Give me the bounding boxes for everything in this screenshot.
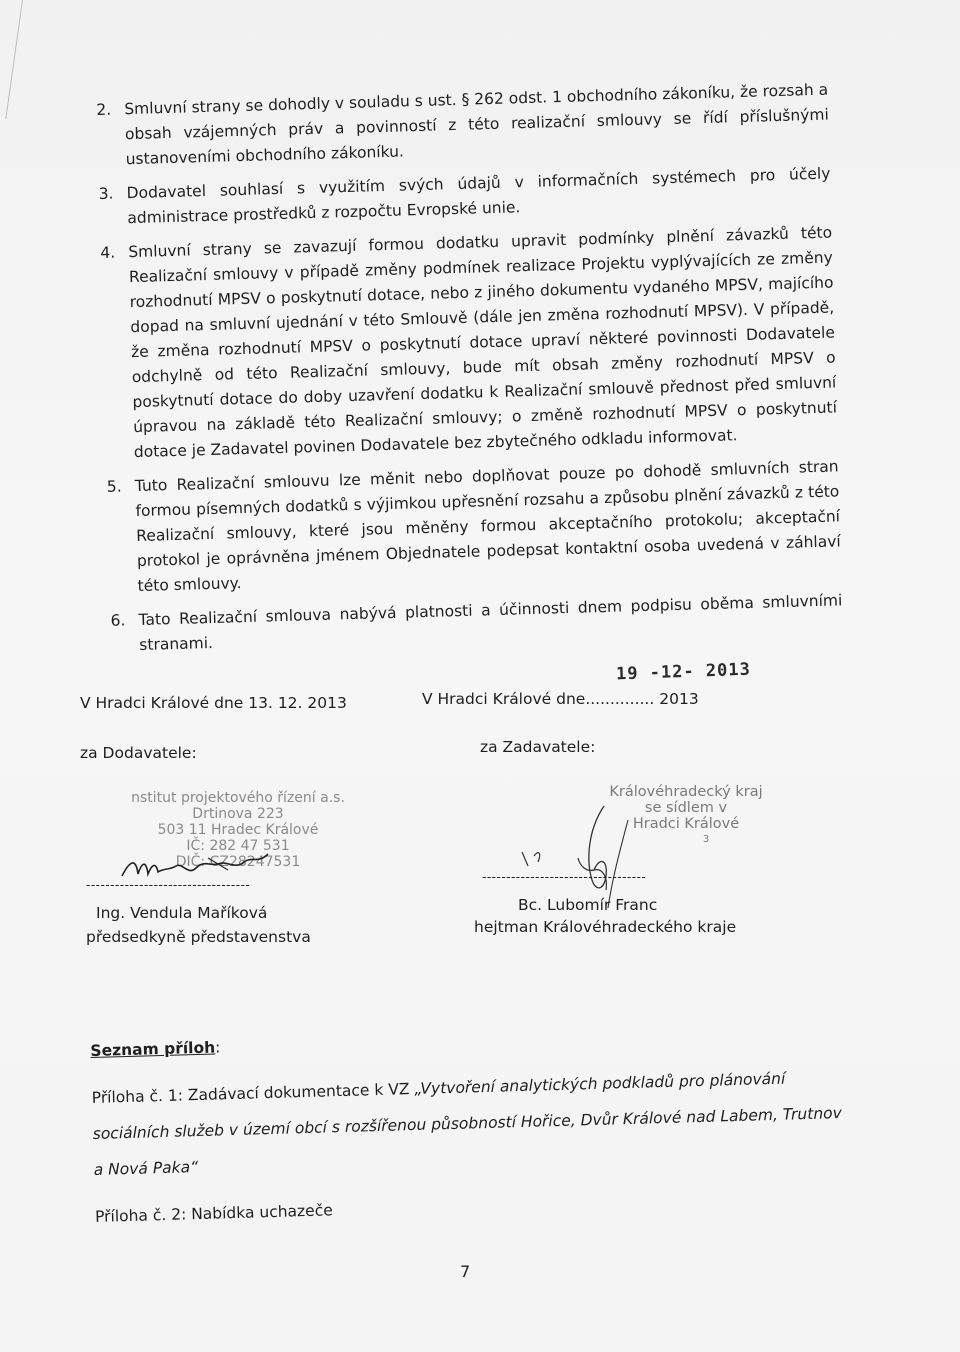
stamp-line: IČ: 282 47 531 <box>186 838 290 854</box>
annex-item <box>91 1059 854 1188</box>
clause-text: Tato Realizační smlouva nabývá platnosti a účinnosti dnem podpisu oběma smluvními stranami. <box>138 591 843 655</box>
right-signature-line: ---------------------------------- <box>482 870 647 884</box>
clause-number: 2. <box>96 100 112 119</box>
left-place-date: V Hradci Králové dne 13. 12. 2013 <box>80 694 347 712</box>
annex-title: Seznam příloh <box>90 1038 216 1060</box>
right-place-date-dots: .............. <box>585 690 655 708</box>
received-date-stamp: 19 -12- 2013 <box>615 659 752 685</box>
clause-text: Tuto Realizační smlouvu lze měnit nebo doplňovat pouze po dohodě smluvních stran formou písemných dodatků s výjimkou upřesnění rozsahu a způsobu plnění závazků z této Realizační smlouvy, které jsou měněny formou akceptačního protokolu; akceptační protokol je oprávněna jménem Objednatele podepsat kontaktní osoba uvedená v záhlaví této smlouvy. <box>134 457 841 596</box>
annex-item-title: „Vytvoření analytických podkladů pro plánování sociálních služeb v území obcí s rozšířenou působností Hořice, Dvůr Králové nad Labem, Trutnov a Nová Paka“ <box>92 1069 843 1179</box>
right-place-date-prefix: V Hradci Králové dne <box>422 690 586 708</box>
right-party-label: za Zadavatele: <box>480 738 596 756</box>
clause-number: 3. <box>98 184 114 203</box>
annex-title-colon: : <box>214 1038 221 1057</box>
contractor-signatory-name: Ing. Vendula Maříková <box>96 904 268 922</box>
right-place-date-year: 2013 <box>659 690 699 708</box>
stamp-line: se sídlem v <box>644 800 728 816</box>
left-signature-line: ---------------------------------- <box>86 878 251 892</box>
client-signature <box>508 800 668 910</box>
client-signatory-name: Bc. Lubomír Franc <box>518 896 658 914</box>
clause-text: Dodavatel souhlasí s využitím svých údajů v informačních systémech pro účely administrace prostředků z rozpočtu Evropské unie. <box>126 164 831 228</box>
left-party-label: za Dodavatele: <box>80 744 197 762</box>
page-number: 7 <box>460 1262 471 1281</box>
annex-list <box>90 1015 855 1232</box>
stamp-line: DIČ: CZ28247531 <box>175 854 301 870</box>
right-place-date <box>422 690 699 708</box>
stamp-line: Drtinova 223 <box>192 806 284 822</box>
clause-number: 6. <box>110 611 126 630</box>
annex-item-prefix: Příloha č. 1: Zadávací dokumentace k VZ <box>91 1079 415 1107</box>
stamp-line: Královéhradecký kraj <box>609 784 763 800</box>
client-signatory-role: hejtman Královéhradeckého kraje <box>474 918 737 936</box>
clause-text: Smluvní strany se dohodly v souladu s ust. § 262 odst. 1 obchodního zákoníku, že rozsah a obsah vzájemných práv a povinností z této realizační smlouvy se řídí příslušnými ustanoveními obchodního zákoníku. <box>124 80 829 169</box>
stamp-line: nstitut projektového řízení a.s. <box>131 790 345 806</box>
stamp-line: 503 11 Hradec Králové <box>157 822 319 838</box>
annex-item: Příloha č. 2: Nabídka uchazeče <box>94 1201 334 1226</box>
stamp-number: 3 <box>702 834 710 845</box>
clause-number: 5. <box>106 477 122 496</box>
clause-number: 4. <box>100 243 116 262</box>
stamp-line: Hradci Králové <box>632 816 740 832</box>
contractor-signatory-role: předsedkyně představenstva <box>86 928 311 946</box>
clause-text: Smluvní strany se zavazují formou dodatku upravit podmínky plnění závazků této Realizační smlouvy v případě změny podmínek realizace Projektu vyplývajících ze změny rozhodnutí MPSV o poskytnutí dotace, nebo z jiného dokumentu vydaného MPSV, majícího dopad na smluvní ujednání v této Smlouvě (dále jen změna rozhodnutí MPSV). V případě, že změna rozhodnutí MPSV o poskytnutí dotace upraví některé povinnosti Dodavatele odchylně od této Realizační smlouvy, bude mít obsah změny rozhodnutí MPSV o poskytnutí dotace do doby uzavření dodatku k Realizační smlouvě přednost před smluvní úpravou na základě této Realizační smlouvy; o změně rozhodnutí MPSV o poskytnutí dotace je Zadavatel povinen Dodavatele bez zbytečného odkladu informovat. <box>128 223 838 462</box>
